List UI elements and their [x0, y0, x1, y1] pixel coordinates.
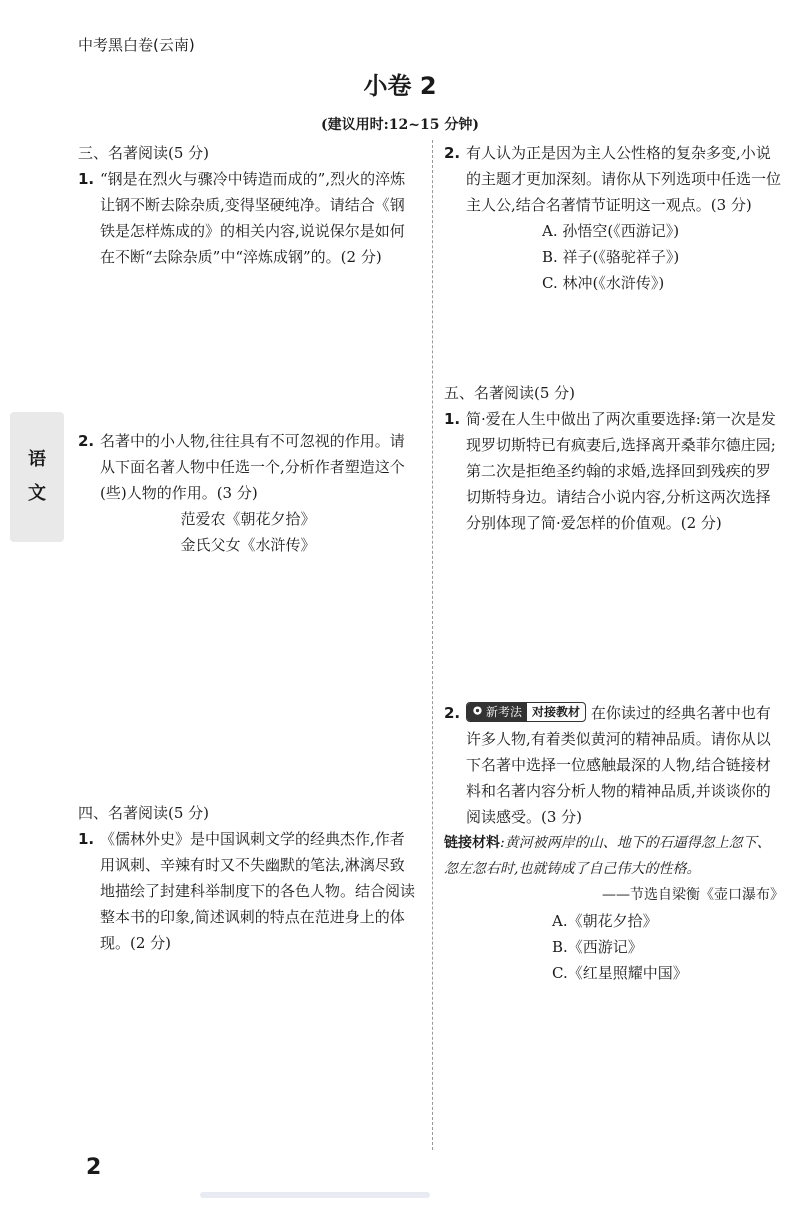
option: A. 孙悟空(《西游记》): [542, 222, 680, 240]
question-text: “钢是在烈火与骤冷中铸造而成的”,烈火的淬炼让钢不断去除杂质,变得坚硬纯净。请结合《钢铁是怎样炼成的》的相关内容,说说保尔是如何在不断“去除杂质”中“淬炼成钢”的。(2 分): [100, 170, 406, 266]
section-3: [78, 140, 418, 270]
material-label: 链接材料: [444, 835, 500, 851]
subject-side-tab: [10, 412, 64, 542]
badge-textbook: 对接教材: [532, 704, 581, 719]
badge-new-method: 新考法: [486, 704, 523, 719]
question-3-2: [78, 428, 418, 558]
page-title: 小卷 2: [363, 72, 437, 100]
link-material: [444, 830, 784, 882]
exam-tag-badge: [466, 702, 586, 722]
question-text: 名著中的小人物,往往具有不可忽视的作用。请从下面名著人物中任选一个,分析作者塑造这个(些)人物的作用。(3 分): [100, 432, 405, 502]
option: C.《红星照耀中国》: [552, 964, 688, 982]
section-heading: 三、名著阅读(5 分): [78, 144, 210, 162]
option: B.《西游记》: [552, 938, 643, 956]
question-5-2: [444, 700, 784, 986]
question-3-2-right: [444, 140, 784, 296]
question-number: 2.: [444, 144, 461, 162]
option: C. 林冲(《水浒传》): [542, 274, 665, 292]
option: 范爱农《朝花夕拾》: [180, 510, 316, 528]
question-number: 2.: [444, 704, 461, 722]
scan-shadow: [200, 1192, 430, 1198]
question-3-1: [78, 166, 418, 270]
question-number: 1.: [444, 410, 461, 428]
question-text: 在你读过的经典名著中也有许多人物,有着类似黄河的精神品质。请你从以下名著中选择一位感触最深的人物,结合链接材料和名著内容分析人物的精神品质,并谈谈你的阅读感受。(3 分): [466, 704, 771, 826]
question-5-1: [444, 406, 784, 536]
section-heading: 五、名著阅读(5 分): [444, 384, 576, 402]
question-text: 简·爱在人生中做出了两次重要选择:第一次是发现罗切斯特已有疯妻后,选择离开桑菲尔德庄园;第二次是拒绝圣约翰的求婚,选择回到残疾的罗切斯特身边。请结合小说内容,分析这两次选择分别体现了简·爱怎样的价值观。(2 分): [466, 410, 776, 532]
material-text: :黄河被两岸的山、地下的石逼得忽上忽下、忽左忽右时,也就铸成了自己伟大的性格。: [444, 835, 771, 877]
section-heading: 四、名著阅读(5 分): [78, 804, 210, 822]
option: A.《朝花夕拾》: [552, 912, 658, 930]
suggested-time: (建议用时:12~15 分钟): [321, 117, 479, 133]
side-tab-char: 文: [28, 483, 46, 504]
column-divider: [432, 140, 433, 1150]
question-number: 2.: [78, 432, 95, 450]
section-5: [444, 380, 784, 536]
question-number: 1.: [78, 170, 95, 188]
side-tab-char: 语: [28, 449, 46, 470]
question-4-1: [78, 826, 418, 956]
material-source: ——节选自梁衡《壶口瀑布》: [602, 887, 784, 903]
location-pin-icon: [472, 706, 483, 717]
header-series: 中考黑白卷(云南): [78, 36, 195, 54]
option: B. 祥子(《骆驼祥子》): [542, 248, 680, 266]
option: 金氏父女《水浒传》: [180, 536, 316, 554]
question-text: 有人认为正是因为主人公性格的复杂多变,小说的主题才更加深刻。请你从下列选项中任选一位主人公,结合名著情节证明这一观点。(3 分): [466, 144, 782, 214]
page-number: 2: [86, 1155, 102, 1180]
question-number: 1.: [78, 830, 95, 848]
question-text: 《儒林外史》是中国讽刺文学的经典杰作,作者用讽刺、辛辣有时又不失幽默的笔法,淋漓尽致地描绘了封建科举制度下的各色人物。结合阅读整本书的印象,简述讽刺的特点在范进身上的体现。(2 分): [100, 830, 416, 952]
section-4: [78, 800, 418, 956]
